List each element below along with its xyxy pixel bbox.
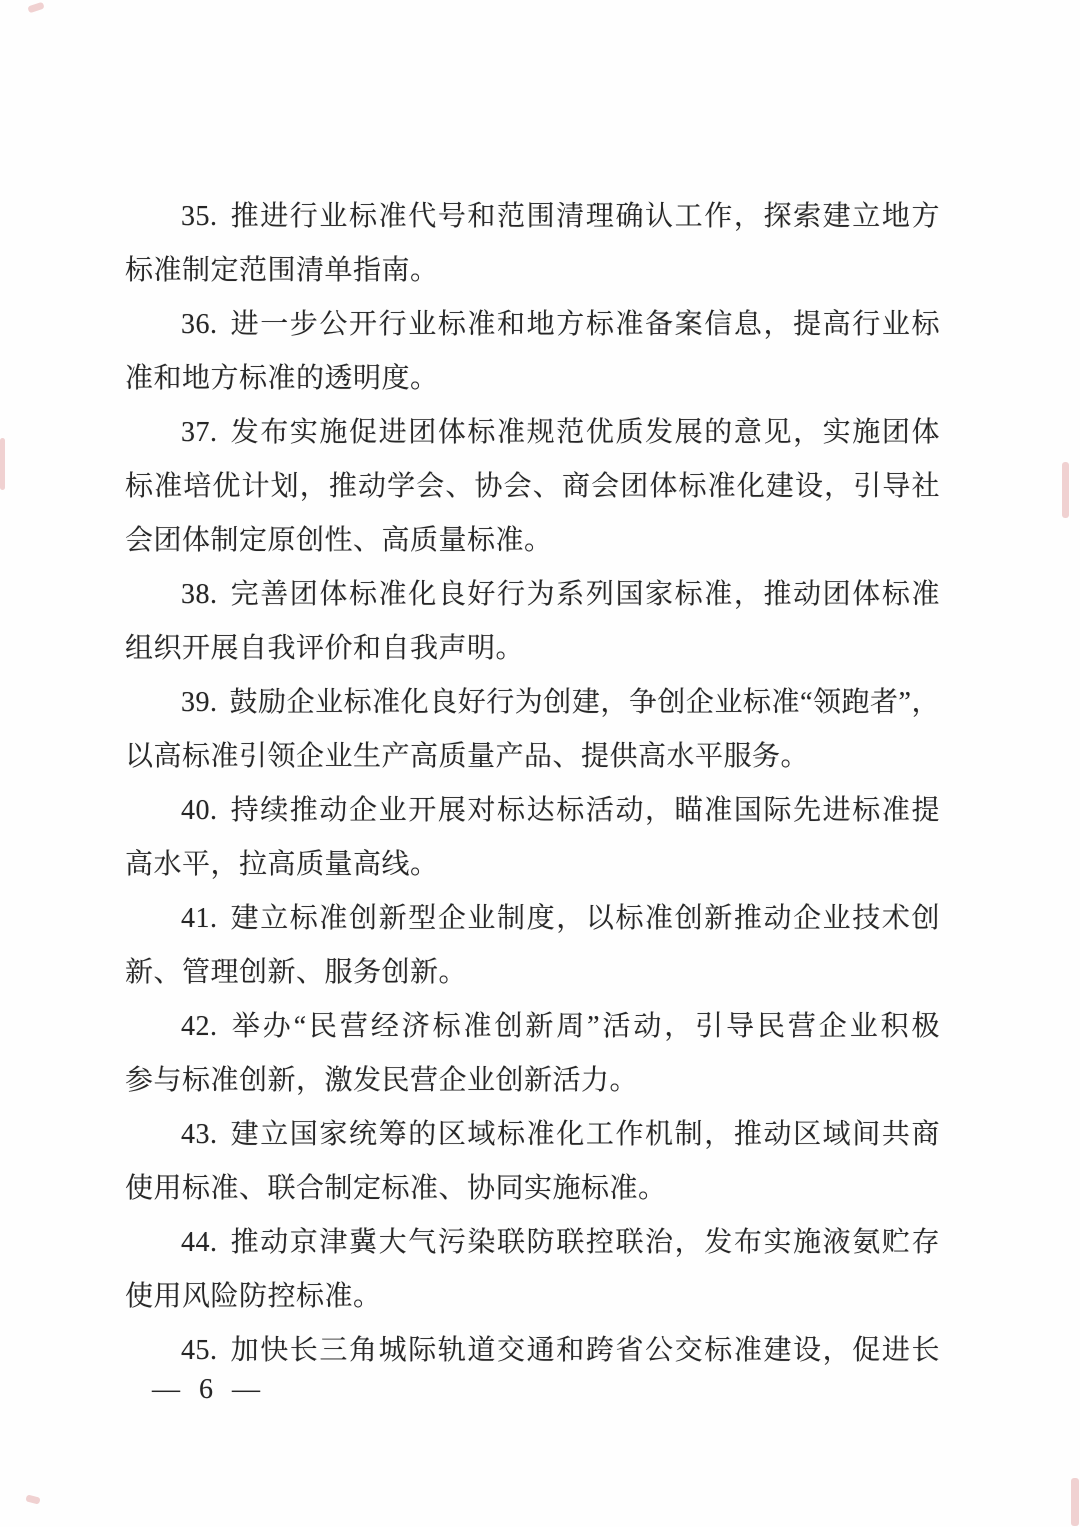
list-item: [125, 892, 940, 1000]
scan-artifact-icon: [1071, 1478, 1079, 1526]
text-line: 组织开展自我评价和自我声明。: [125, 633, 525, 664]
item-number: 44.: [181, 1227, 218, 1258]
text-line: 使用标准、联合制定标准、协同实施标准。: [125, 1173, 667, 1204]
text-line: 高水平，拉高质量高线。: [125, 849, 439, 880]
text-line: 会团体制定原创性、高质量标准。: [125, 525, 553, 556]
scan-artifact-icon: [25, 1494, 40, 1504]
item-number: 39.: [181, 687, 218, 718]
item-number: 35.: [181, 201, 218, 232]
list-item: [125, 1108, 940, 1216]
text-line: 37. 发布实施促进团体标准规范优质发展的意见，实施团体: [181, 417, 940, 448]
document-body: [125, 190, 940, 1378]
text-line: 41. 建立标准创新型企业制度，以标准创新推动企业技术创: [181, 903, 940, 934]
item-number: 45.: [181, 1335, 218, 1366]
list-item: [125, 298, 940, 406]
text-line: 参与标准创新，激发民营企业创新活力。: [125, 1065, 639, 1096]
item-number: 36.: [181, 309, 218, 340]
text-line: 36. 进一步公开行业标准和地方标准备案信息，提高行业标: [181, 309, 940, 340]
text-line: 44. 推动京津冀大气污染联防联控联治，发布实施液氨贮存: [181, 1227, 940, 1258]
list-item: [125, 568, 940, 676]
list-item: [125, 190, 940, 298]
item-number: 40.: [181, 795, 218, 826]
text-line: 39. 鼓励企业标准化良好行为创建，争创企业标准“领跑者”，: [181, 687, 940, 718]
list-item: [125, 676, 940, 784]
list-item: [125, 1000, 940, 1108]
list-item: [125, 1216, 940, 1324]
text-line: 标准制定范围清单指南。: [125, 255, 439, 286]
text-line: 使用风险防控标准。: [125, 1281, 382, 1312]
text-line: 45. 加快长三角城际轨道交通和跨省公交标准建设，促进长: [181, 1335, 940, 1366]
text-line: 标准培优计划，推动学会、协会、商会团体标准化建设，引导社: [125, 471, 940, 502]
text-line: 准和地方标准的透明度。: [125, 363, 439, 394]
page-number: — 6 —: [152, 1374, 266, 1405]
text-line: 38. 完善团体标准化良好行为系列国家标准，推动团体标准: [181, 579, 940, 610]
item-number: 37.: [181, 417, 218, 448]
text-line: 42. 举办“民营经济标准创新周”活动，引导民营企业积极: [181, 1011, 940, 1042]
text-line: 35. 推进行业标准代号和范围清理确认工作，探索建立地方: [181, 201, 940, 232]
text-line: 以高标准引领企业生产高质量产品、提供高水平服务。: [125, 741, 810, 772]
text-line: 新、管理创新、服务创新。: [125, 957, 468, 988]
text-line: 43. 建立国家统筹的区域标准化工作机制，推动区域间共商: [181, 1119, 940, 1150]
list-item: [125, 784, 940, 892]
scan-artifact-icon: [0, 438, 5, 490]
item-number: 38.: [181, 579, 218, 610]
scan-artifact-icon: [1062, 462, 1069, 518]
list-item: [125, 406, 940, 568]
scan-artifact-icon: [27, 2, 44, 14]
item-number: 43.: [181, 1119, 218, 1150]
item-number: 42.: [181, 1011, 218, 1042]
item-number: 41.: [181, 903, 218, 934]
text-line: 40. 持续推动企业开展对标达标活动，瞄准国际先进标准提: [181, 795, 940, 826]
